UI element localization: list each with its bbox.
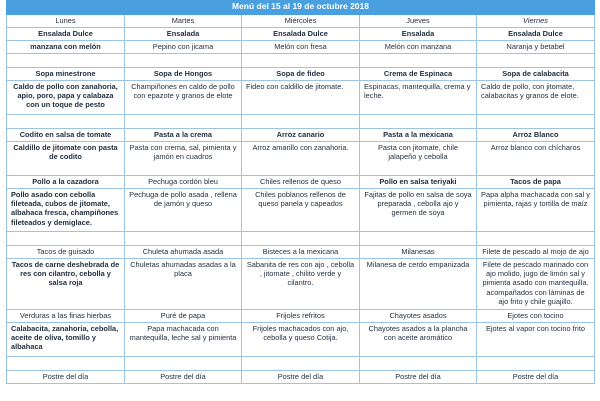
salad-monday: Ensalada Dulce	[7, 28, 125, 41]
weekly-menu-table	[6, 0, 595, 384]
side-desc-wednesday: Frijoles machacados con ajo, cebolla y queso Cotija.	[242, 323, 360, 357]
salad-desc-monday: manzana con melón	[7, 41, 125, 54]
soup-tuesday: Sopa de Hongos	[125, 68, 242, 81]
title-row	[7, 1, 595, 15]
soup-thursday: Crema de Espinaca	[360, 68, 477, 81]
spacer-row	[7, 54, 595, 68]
main2-tuesday: Chuleta ahumada asada	[125, 246, 242, 259]
soup-desc-tuesday: Champiñones en caldo de pollo con epazote y granos de elote	[125, 81, 242, 115]
main2-desc-friday: Filete de pescado marinado con ajo molido, jugo de limón sal y pimienta asado con mantequilla. acompañados con láminas de ajo frito y chile guajillo.	[477, 259, 595, 310]
main2-wednesday: Bisteces a la mexicana	[242, 246, 360, 259]
pasta-thursday: Pasta a la mexicana	[360, 129, 477, 142]
soup-row	[7, 68, 595, 81]
soup-wednesday: Sopa de fideo	[242, 68, 360, 81]
spacer-row	[7, 115, 595, 129]
soup-monday: Sopa minestrone	[7, 68, 125, 81]
main2-desc-wednesday: Sabanita de res con ajo , cebolla , jitomate , chilito verde y cilantro.	[242, 259, 360, 310]
pasta-desc-row	[7, 142, 595, 176]
dessert-tuesday: Postre del día	[125, 371, 242, 384]
side-desc-tuesday: Papa machacada con mantequilla, leche sal y pimienta	[125, 323, 242, 357]
pasta-desc-tuesday: Pasta con crema, sal, pimienta y jamón en cuadros	[125, 142, 242, 176]
side-monday: Verduras a las finas hierbas	[7, 310, 125, 323]
pasta-friday: Arroz Blanco	[477, 129, 595, 142]
salad-desc-thursday: Melón con manzana	[360, 41, 477, 54]
main1-friday: Tacos de papa	[477, 176, 595, 189]
pasta-desc-monday: Caldillo de jitomate con pasta de codito	[7, 142, 125, 176]
salad-desc-tuesday: Pepino con jicama	[125, 41, 242, 54]
salad-row	[7, 28, 595, 41]
pasta-desc-thursday: Pasta con jitomate, chile jalapeño y cebolla	[360, 142, 477, 176]
pasta-monday: Codito en salsa de tomate	[7, 129, 125, 142]
main2-desc-monday: Tacos de carne deshebrada de res con cilantro, cebolla y salsa roja	[7, 259, 125, 310]
salad-desc-row	[7, 41, 595, 54]
main2-monday: Tacos de guisado	[7, 246, 125, 259]
main1-desc-wednesday: Chiles poblanos rellenos de queso panela y capeados	[242, 189, 360, 232]
dessert-thursday: Postre del día	[360, 371, 477, 384]
main2-row	[7, 246, 595, 259]
dessert-monday: Postre del día	[7, 371, 125, 384]
soup-desc-row	[7, 81, 595, 115]
main2-desc-row	[7, 259, 595, 310]
main1-monday: Pollo a la cazadora	[7, 176, 125, 189]
spacer-row	[7, 232, 595, 246]
spacer-row	[7, 357, 595, 371]
day-tuesday: Martes	[125, 15, 242, 28]
side-tuesday: Puré de papa	[125, 310, 242, 323]
side-desc-friday: Ejotes al vapor con tocino frito	[477, 323, 595, 357]
day-thursday: Jueves	[360, 15, 477, 28]
salad-desc-wednesday: Melón con fresa	[242, 41, 360, 54]
side-desc-monday: Calabacita, zanahoria, cebolla, aceite de oliva, tomillo y albahaca	[7, 323, 125, 357]
side-friday: Ejotes con tocino	[477, 310, 595, 323]
pasta-wednesday: Arroz canario	[242, 129, 360, 142]
pasta-tuesday: Pasta a la crema	[125, 129, 242, 142]
main1-row	[7, 176, 595, 189]
days-row	[7, 15, 595, 28]
soup-friday: Sopa de calabacita	[477, 68, 595, 81]
salad-desc-friday: Naranja y betabel	[477, 41, 595, 54]
day-friday: Viernes	[477, 15, 595, 28]
dessert-friday: Postre del día	[477, 371, 595, 384]
main2-desc-thursday: Milanesa de cerdo empanizada	[360, 259, 477, 310]
pasta-desc-friday: Arroz blanco con chícharos	[477, 142, 595, 176]
day-monday: Lunes	[7, 15, 125, 28]
main1-thursday: Pollo en salsa teriyaki	[360, 176, 477, 189]
main1-tuesday: Pechuga cordón bleu	[125, 176, 242, 189]
dessert-wednesday: Postre del día	[242, 371, 360, 384]
salad-tuesday: Ensalada	[125, 28, 242, 41]
soup-desc-wednesday: Fideo con caldillo de jitomate.	[242, 81, 360, 115]
main2-friday: Filete de pescado al mojo de ajo	[477, 246, 595, 259]
dessert-row	[7, 371, 595, 384]
pasta-row	[7, 129, 595, 142]
main1-desc-friday: Papa alpha machacada con sal y pimienta, rajas y tortilla de maíz	[477, 189, 595, 232]
main1-desc-thursday: Fajitas de pollo en salsa de soya preparada , cebolla ajo y germen de soya	[360, 189, 477, 232]
soup-desc-monday: Caldo de pollo con zanahoria, apio, poro, papa y calabaza con un toque de pesto	[7, 81, 125, 115]
menu-document	[6, 0, 594, 384]
main1-desc-tuesday: Pechuga de pollo asada , rellena de jamón y queso	[125, 189, 242, 232]
day-wednesday: Miércoles	[242, 15, 360, 28]
side-wednesday: Frijoles refritos	[242, 310, 360, 323]
salad-thursday: Ensalada	[360, 28, 477, 41]
menu-title: Menú del 15 al 19 de octubre 2018	[7, 1, 595, 15]
side-desc-row	[7, 323, 595, 357]
pasta-desc-wednesday: Arroz amarillo con zanahoria.	[242, 142, 360, 176]
soup-desc-thursday: Espinacas, mantequilla, crema y leche.	[360, 81, 477, 115]
main2-thursday: Milanesas	[360, 246, 477, 259]
salad-wednesday: Ensalada Dulce	[242, 28, 360, 41]
salad-friday: Ensalada Dulce	[477, 28, 595, 41]
main1-wednesday: Chiles rellenos de queso	[242, 176, 360, 189]
side-row	[7, 310, 595, 323]
side-desc-thursday: Chayotes asados a la plancha con aceite aromático	[360, 323, 477, 357]
main2-desc-tuesday: Chuletas ahumadas asadas a la placa	[125, 259, 242, 310]
side-thursday: Chayotes asados	[360, 310, 477, 323]
main1-desc-row	[7, 189, 595, 232]
main1-desc-monday: Pollo asado con cebolla fileteada, cubos de jitomate, albahaca fresca, champiñones fileteados y demiglace.	[7, 189, 125, 232]
soup-desc-friday: Caldo de pollo, con jitomate, calabacitas y granos de elote.	[477, 81, 595, 115]
